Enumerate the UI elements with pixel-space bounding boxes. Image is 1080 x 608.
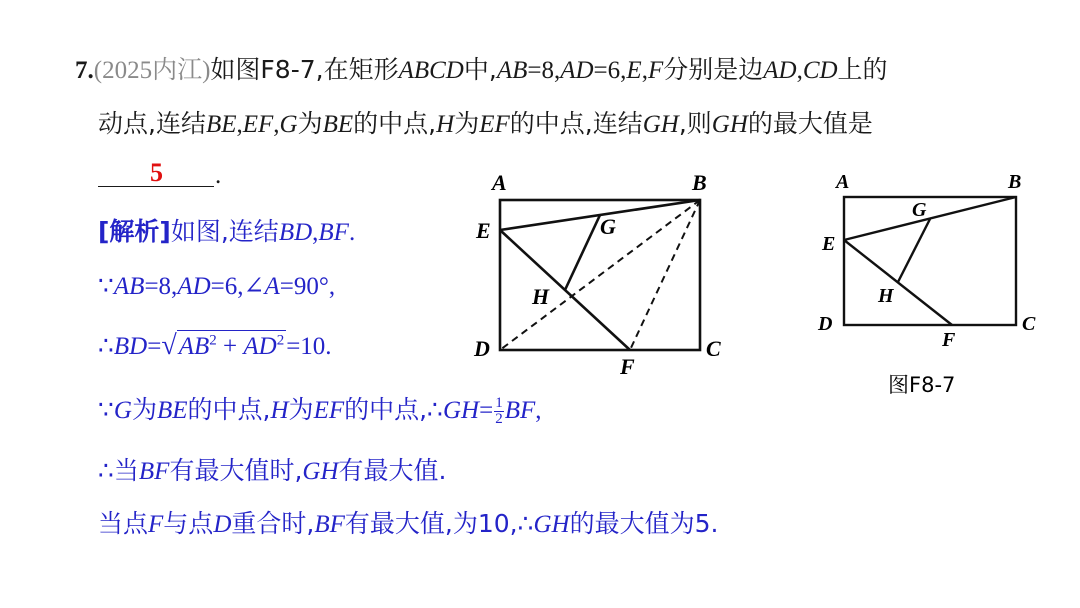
- text: 与点: [163, 509, 214, 538]
- label-c: C: [706, 336, 721, 361]
- question-number: 7.: [75, 57, 94, 84]
- math: GH: [442, 397, 480, 424]
- math: F: [148, 511, 164, 538]
- math: GH: [711, 111, 748, 138]
- text: ∴当: [98, 456, 139, 485]
- math: .: [348, 219, 356, 246]
- math: =6,: [593, 57, 627, 84]
- text: 动点,连结: [98, 109, 206, 138]
- math: BE: [205, 111, 237, 138]
- text: 为: [297, 109, 323, 138]
- math: BD: [278, 219, 313, 246]
- math: ,: [641, 57, 648, 84]
- text: 中,: [463, 55, 497, 84]
- math: EF: [313, 397, 345, 424]
- math: =10.: [286, 333, 332, 360]
- math: GH: [642, 111, 679, 138]
- label-f: F: [942, 329, 956, 351]
- label-f: F: [620, 354, 635, 378]
- math: H: [270, 397, 289, 424]
- math: =: [147, 333, 162, 360]
- math: H: [436, 111, 455, 138]
- numerator: 1: [495, 394, 503, 411]
- text: 为: [288, 395, 314, 424]
- math: BD: [113, 333, 148, 360]
- math: AB: [178, 333, 210, 360]
- text: 上的: [837, 55, 888, 84]
- math: GH: [533, 511, 570, 538]
- math: EF: [479, 111, 510, 138]
- analysis-line-1: [98, 216, 355, 249]
- text: 有最大值时,: [169, 456, 303, 485]
- label-h: H: [878, 285, 894, 307]
- label-e: E: [822, 233, 836, 255]
- question-line-1: [75, 54, 888, 87]
- analysis-line-3: [98, 330, 332, 363]
- analysis-line-5: [98, 455, 446, 488]
- question-line-2: [98, 108, 873, 141]
- math: BF: [138, 458, 170, 485]
- text: 的中点,∴: [344, 395, 443, 424]
- math: A: [264, 273, 280, 300]
- because-symbol: ∵: [98, 395, 114, 424]
- math: G: [113, 397, 132, 424]
- segment-be: [844, 197, 1016, 240]
- label-c: C: [1022, 313, 1036, 335]
- math: ,: [535, 397, 542, 424]
- analysis-line-6: [98, 508, 718, 541]
- exponent: 2: [276, 332, 285, 349]
- math: ,: [273, 111, 280, 138]
- math: AD: [177, 273, 211, 300]
- text: 为: [131, 395, 157, 424]
- text: 的中点,连结: [509, 109, 643, 138]
- figure-caption: 图F8-7: [888, 373, 956, 397]
- math: BF: [314, 511, 345, 538]
- text: 有最大值.: [338, 456, 447, 485]
- math: CD: [802, 57, 838, 84]
- square-root: $√AB^2 + AD^2$: [161, 330, 285, 361]
- label-b: B: [692, 170, 707, 195]
- text: 的中点,: [353, 109, 437, 138]
- math: BF: [318, 219, 349, 246]
- math: ,: [796, 57, 803, 84]
- text: 重合时,: [231, 509, 315, 538]
- text: 的中点,: [187, 395, 271, 424]
- math: D: [213, 511, 232, 538]
- label-g: G: [600, 214, 616, 239]
- text: 为: [454, 109, 480, 138]
- text: ,则: [678, 109, 712, 138]
- label-g: G: [912, 199, 927, 221]
- exponent: 2: [209, 332, 217, 349]
- math: =8,: [527, 57, 561, 84]
- analysis-line-2: [98, 270, 335, 303]
- label-h: H: [532, 284, 550, 309]
- end-period: .: [215, 162, 222, 189]
- math: F: [647, 57, 664, 84]
- math: AB: [496, 57, 528, 84]
- math: =8,: [144, 273, 178, 300]
- segment-gh: [898, 219, 930, 282]
- text: 的最大值为5.: [569, 509, 719, 538]
- answer-value: 5: [150, 158, 163, 187]
- math: ABCD: [398, 57, 464, 84]
- math: =: [479, 397, 494, 424]
- math: AB: [113, 273, 145, 300]
- math: BF: [504, 397, 536, 424]
- label-d: D: [474, 336, 490, 361]
- because-symbol: ∵: [98, 271, 114, 300]
- math: =6,∠: [210, 273, 265, 300]
- text: 分别是边: [663, 55, 764, 84]
- label-b: B: [1008, 171, 1022, 193]
- problem-figure: [812, 168, 1052, 400]
- dashed-segment-bf: [630, 200, 700, 350]
- therefore-symbol: ∴: [98, 331, 114, 360]
- segment-ef: [844, 240, 952, 325]
- text: 的最大值是: [747, 109, 873, 138]
- denominator: 2: [495, 410, 503, 427]
- math: +: [216, 333, 244, 360]
- math: =90°,: [279, 273, 336, 300]
- math: AD: [243, 333, 277, 360]
- label-d: D: [818, 313, 833, 335]
- math: ,: [236, 111, 243, 138]
- question-source: (2025内江): [93, 57, 211, 84]
- text: 如图F8-7,在矩形: [210, 55, 399, 84]
- text: 如图,连结: [170, 217, 279, 246]
- math: GH: [302, 458, 339, 485]
- math: AD: [763, 57, 797, 84]
- text: 当点: [98, 509, 149, 538]
- analysis-heading: [解析]: [98, 217, 171, 246]
- label-a: A: [492, 170, 507, 195]
- label-e: E: [476, 218, 491, 243]
- analysis-line-4: [98, 394, 541, 427]
- math: E: [626, 57, 642, 84]
- text: 有最大值,为10,∴: [344, 509, 534, 538]
- fraction-one-half: [494, 396, 504, 427]
- math: G: [279, 111, 298, 138]
- math: AD: [560, 57, 594, 84]
- math: ,: [312, 219, 319, 246]
- analysis-figure: [470, 168, 740, 378]
- math: BE: [322, 111, 354, 138]
- label-a: A: [836, 171, 850, 193]
- segment-gh: [565, 215, 600, 290]
- math: EF: [242, 111, 274, 138]
- math: BE: [156, 397, 188, 424]
